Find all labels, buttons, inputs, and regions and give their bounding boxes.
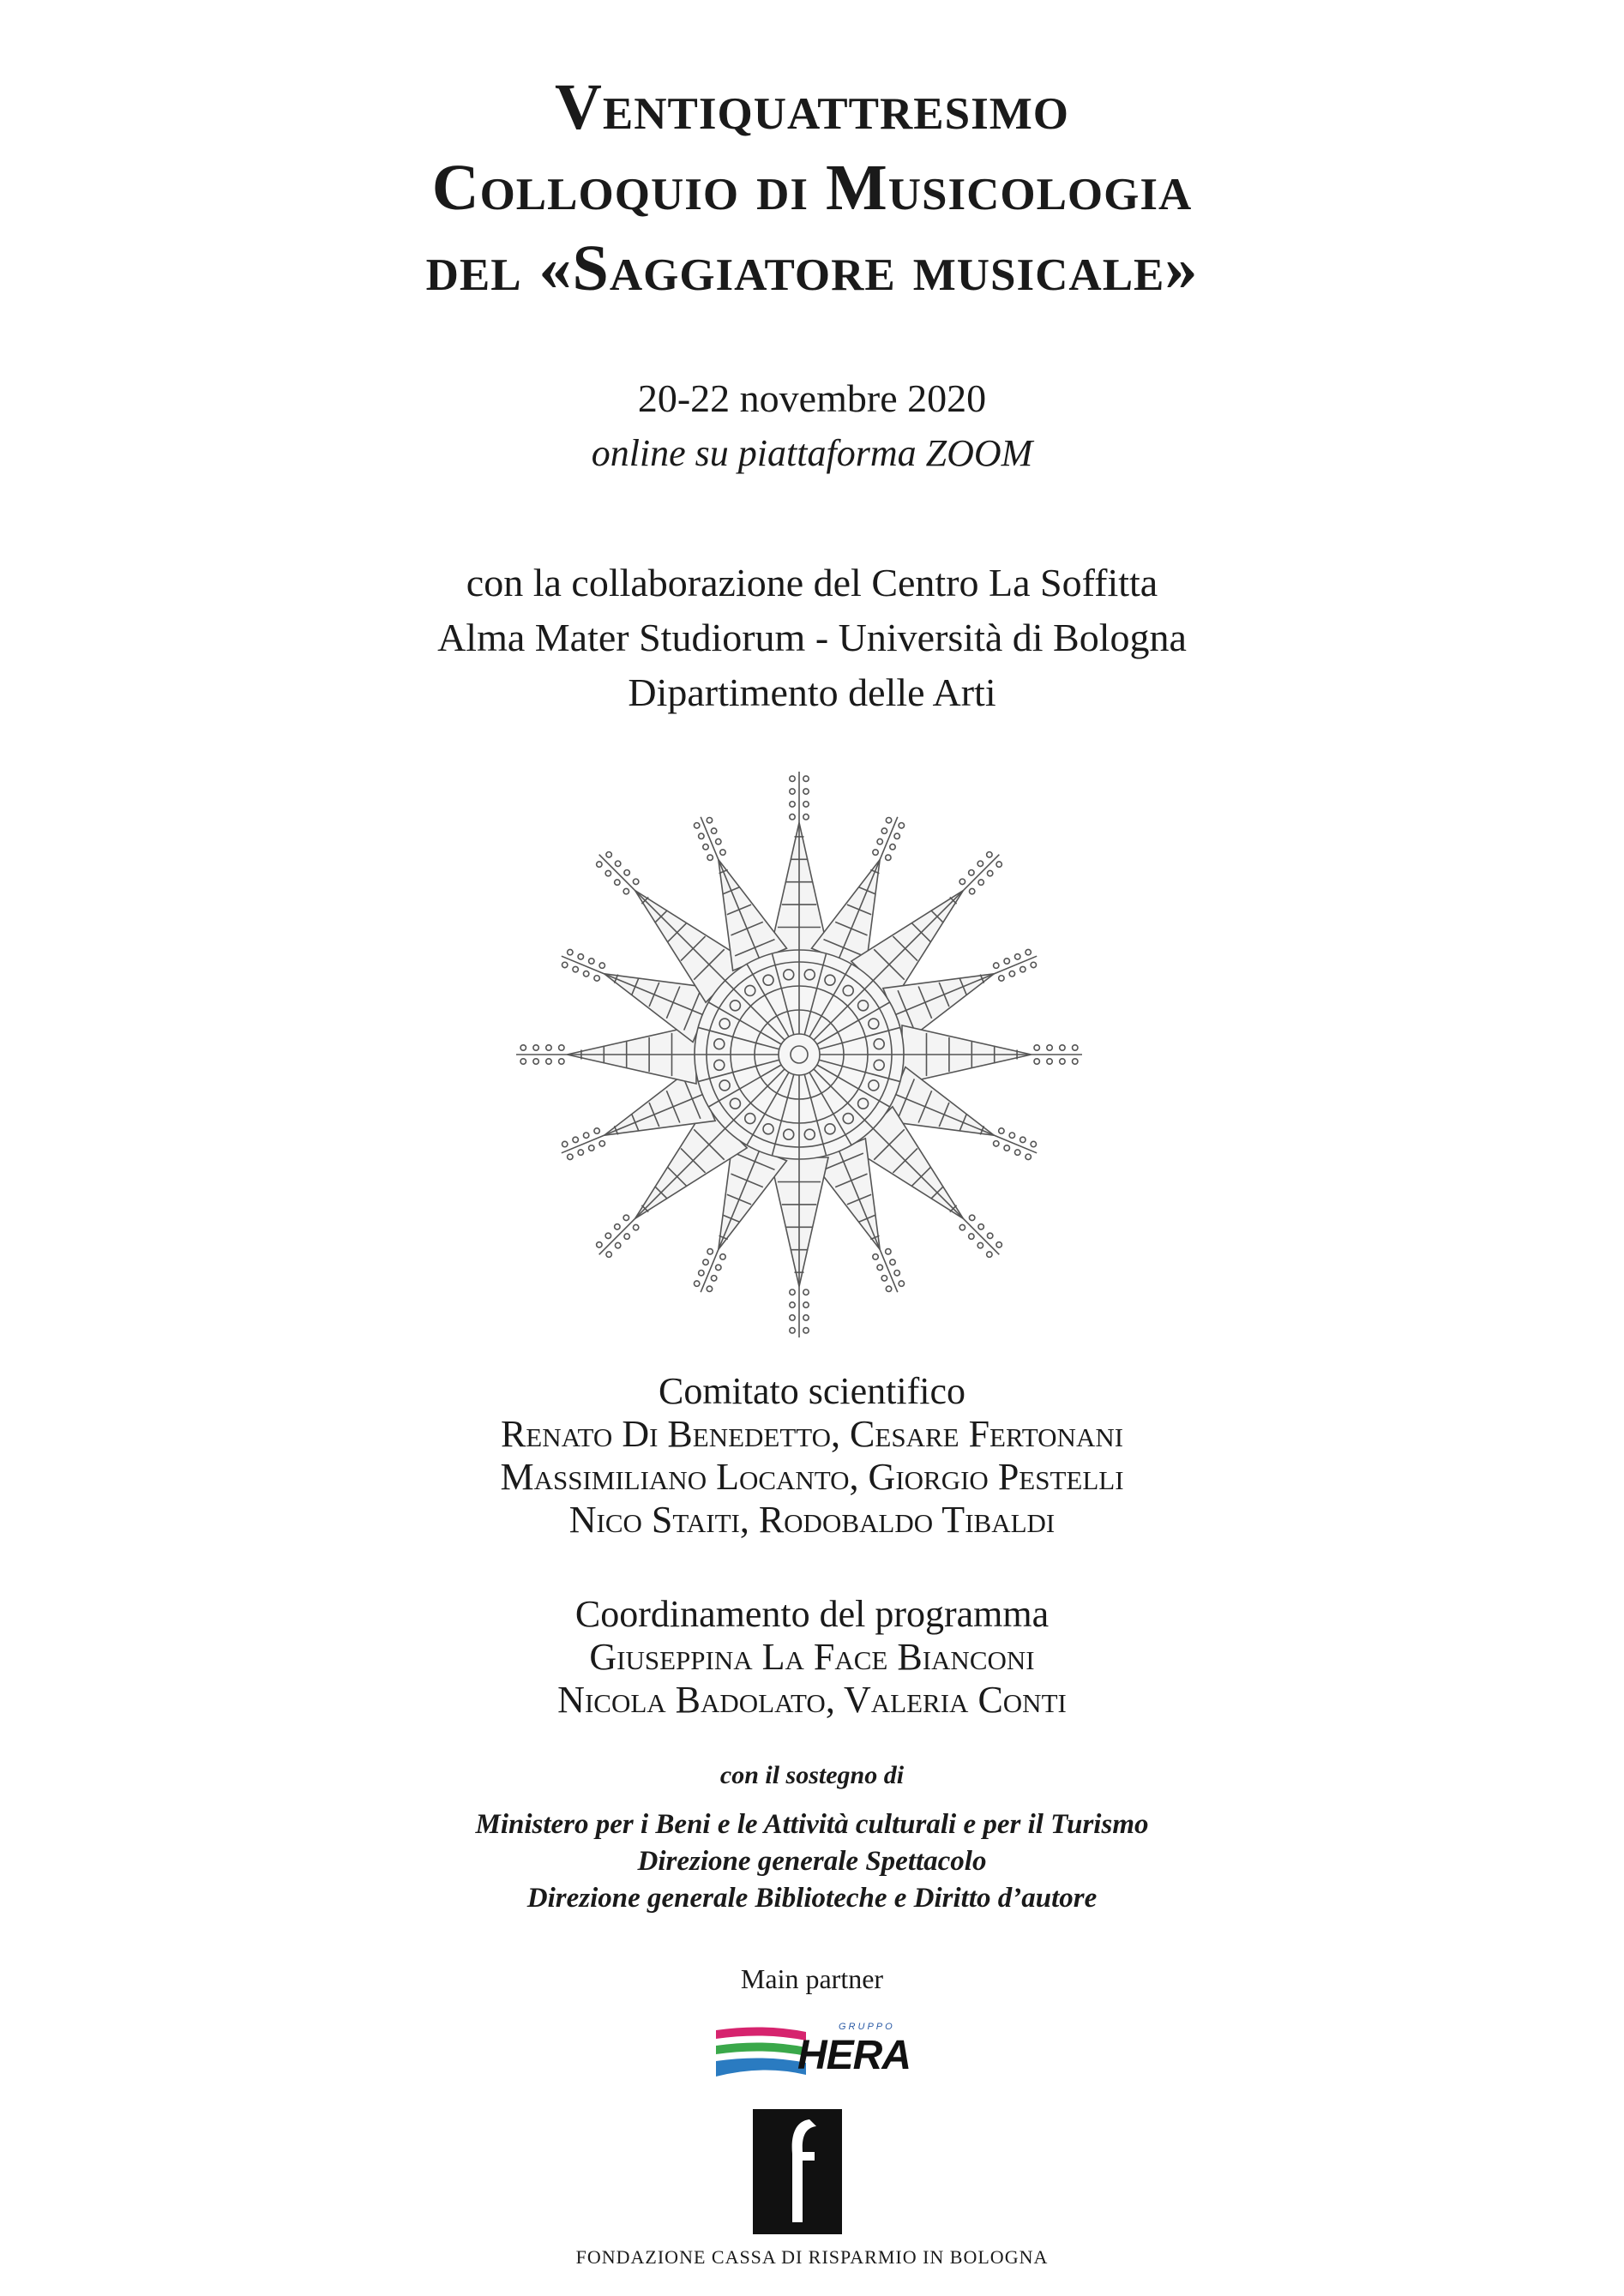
collaboration-line-3: Dipartimento delle Arti	[628, 670, 996, 714]
star-ray	[770, 772, 828, 952]
collaboration-line-2: Alma Mater Studiorum - Università di Bologna	[437, 616, 1187, 659]
collaboration-block	[0, 556, 1624, 720]
collaboration-line-1: con la collaborazione del Centro La Soffitta	[466, 561, 1158, 604]
main-partner-label: Main partner	[740, 1963, 884, 1994]
support-line-3: Direzione generale Biblioteche e Diritto d’autore	[526, 1883, 1098, 1914]
title-line-1: Ventiquattresimo	[554, 71, 1069, 143]
committee-line-2: Massimiliano Locanto, Giorgio Pestelli	[500, 1456, 1124, 1498]
support-line-2: Direzione generale Spettacolo	[637, 1846, 987, 1877]
foundation-logo-icon	[753, 2109, 842, 2234]
star-rose-window-illustration	[499, 754, 1099, 1355]
star-ray	[516, 1025, 696, 1084]
committee-members	[0, 1413, 1624, 1542]
star-ray	[770, 1157, 828, 1337]
hera-name-text: HERA	[797, 2033, 911, 2078]
coordination-line-1: Giuseppina La Face Bianconi	[589, 1636, 1035, 1678]
title-line-3: del «Saggiatore musicale»	[425, 232, 1199, 304]
support-line-1: Ministero per i Beni e le Attività culturali e per il Turismo	[475, 1809, 1149, 1840]
star-ray	[902, 1025, 1082, 1084]
hera-logo	[712, 2015, 909, 2083]
committee-line-1: Renato Di Benedetto, Cesare Fertonani	[500, 1413, 1124, 1455]
support-block	[0, 1806, 1624, 1917]
coordination-members	[0, 1636, 1624, 1722]
committee-line-3: Nico Staiti, Rodobaldo Tibaldi	[568, 1499, 1056, 1541]
title-line-2: Colloquio di Musicologia	[431, 152, 1193, 224]
event-venue: online su piattaforma ZOOM	[591, 432, 1033, 474]
coordination-heading: Coordinamento del programma	[574, 1593, 1050, 1635]
hera-gruppo-text: GRUPPO	[839, 2022, 895, 2032]
committee-heading: Comitato scientifico	[658, 1370, 966, 1412]
foundation-name: FONDAZIONE CASSA DI RISPARMIO IN BOLOGNA	[575, 2246, 1049, 2268]
coordination-line-2: Nicola Badolato, Valeria Conti	[557, 1679, 1067, 1721]
title-block	[0, 67, 1624, 309]
support-heading: con il sostegno di	[719, 1761, 905, 1789]
event-date: 20-22 novembre 2020	[637, 376, 987, 420]
